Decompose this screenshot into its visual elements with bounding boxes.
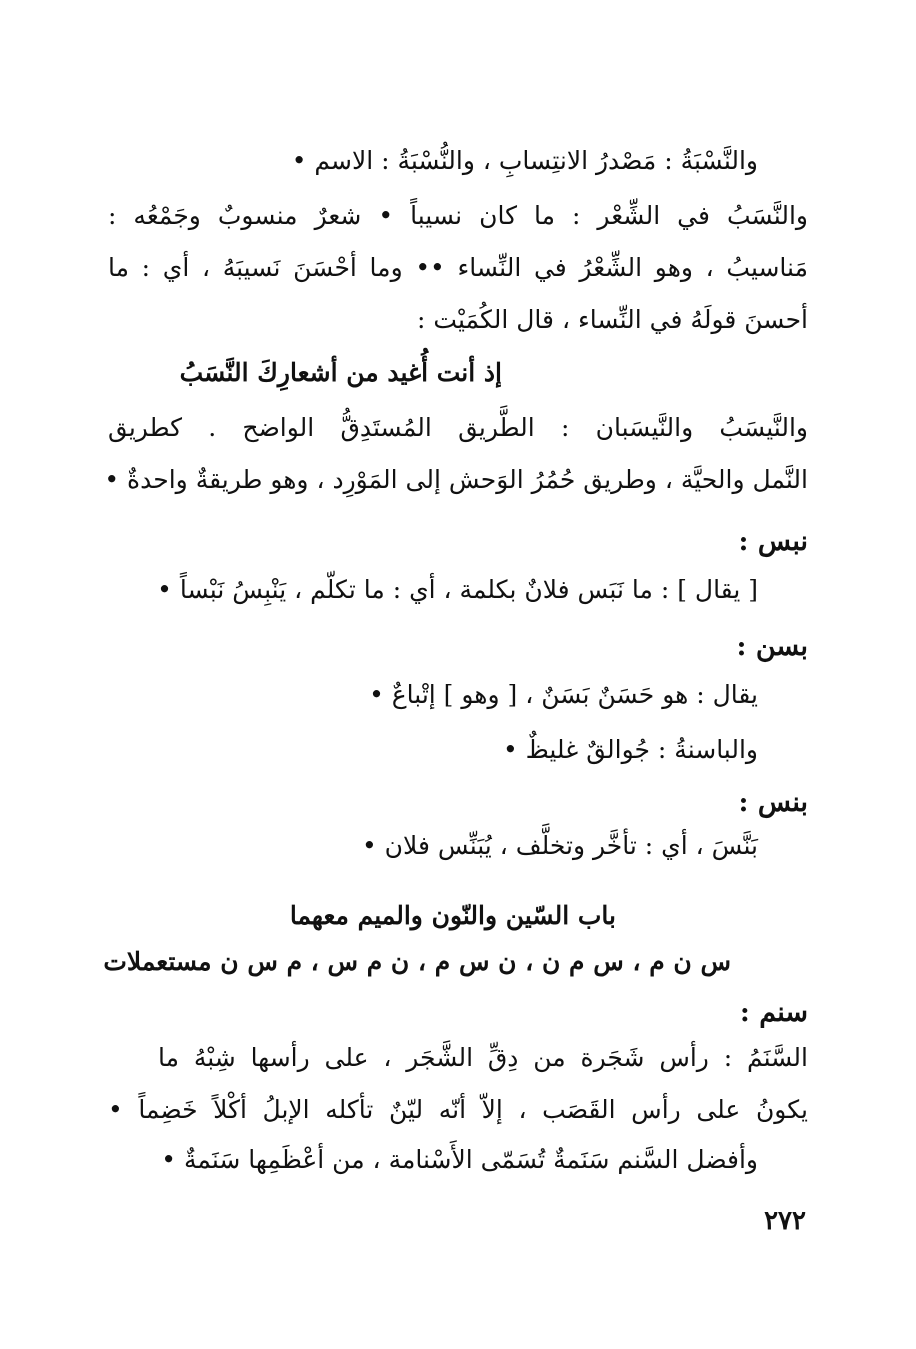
poetry-verse: إذ أنت أُغيد من أشعارِكَ النَّسَبُ — [179, 358, 502, 387]
page-number: ٢٧٢ — [764, 1206, 806, 1236]
text-line: مَناسيبُ ، وهو الشِّعْرُ في النِّساء •• وما أحْسَنَ نَسيبَهُ ، أي : ما — [108, 253, 808, 282]
text-line: [ يقال ] : ما نَبَس فلانٌ بكلمة ، أي : ما تكلّم ، يَنْبِسُ نَبْساً • — [157, 575, 758, 604]
text-line: والنَّسَبُ في الشِّعْر : ما كان نسيباً • شعرٌ منسوبٌ وجَمْعُه : — [108, 201, 808, 230]
text-line: بَنَّسَ ، أي : تأخَّر وتخلَّف ، يُبَنِّس فلان • — [361, 831, 758, 860]
text-line: يقال : هو حَسَنٌ بَسَنٌ ، [ وهو ] إتْباعٌ • — [369, 680, 758, 709]
text-line: والنَّسْبَةُ : مَصْدرُ الانتِسابِ ، والنُّسْبَةُ : الاسم • — [291, 146, 758, 175]
text-line: والباسنةُ : جُوالقٌ غليظٌ • — [502, 735, 758, 764]
text-line: النَّمل والحيَّة ، وطريق حُمُرُ الوَحش إلى المَوْرِد ، وهو طريقةٌ واحدةٌ • — [104, 465, 808, 494]
entry-heading: سنم : — [739, 997, 808, 1028]
entry-heading: بسن : — [736, 631, 808, 662]
chapter-title: باب السّين والنّون والميم معهما — [289, 901, 616, 930]
text-line: وأفضل السَّنم سَنَمةٌ تُسَمّى الأَسْنامة ، من أعْظَمِها سَنَمةٌ • — [161, 1145, 758, 1174]
text-line: يكونُ على رأس القَصَب ، إلاّ أنّه ليّنٌ تأكله الإبلُ أكْلاً خَضِماً • — [108, 1095, 808, 1124]
entry-heading: بنس : — [738, 787, 808, 818]
entry-heading: نبس : — [738, 526, 808, 557]
text-line: والنَّيسَبُ والنَّيسَبان : الطَّريق المُستَدِقُّ الواضح . كطريق — [108, 413, 808, 442]
chapter-subtitle: س ن م ، س م ن ، ن س م ، ن م س ، م س ن مستعملات — [103, 947, 731, 976]
text-line: السَّنَمُ : رأس شَجَرة من دِقِّ الشَّجَر ، على رأسها شِبْهُ ما — [158, 1043, 808, 1072]
text-line: أحسنَ قولَهُ في النِّساء ، قال الكُمَيْت : — [417, 305, 808, 334]
